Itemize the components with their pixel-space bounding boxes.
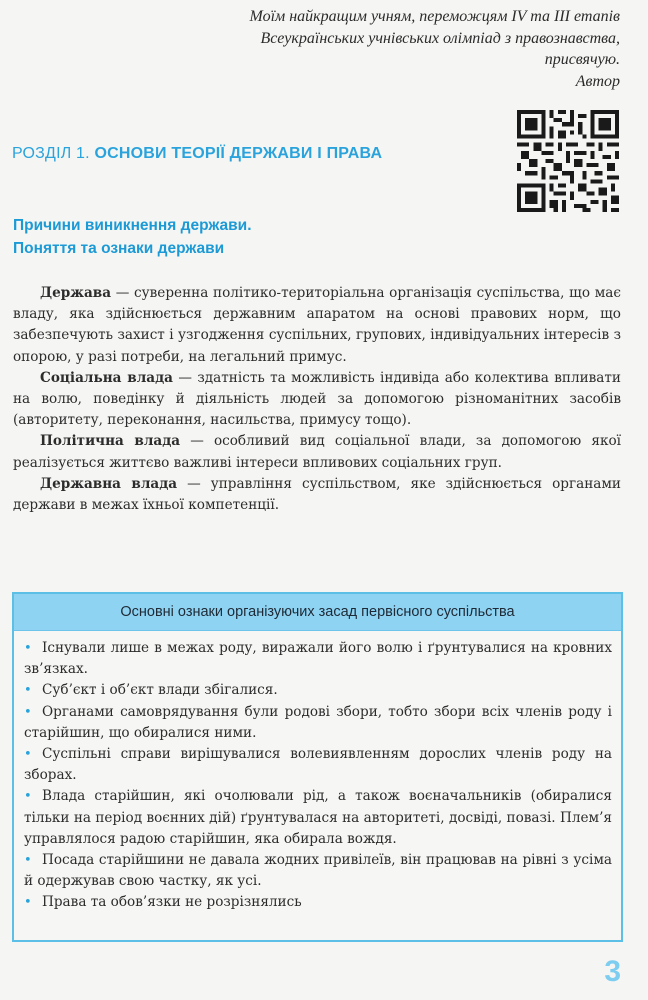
list-item-text: Існували лише в межах роду, виражали його волю і ґрунтувалися на кровних зв’язках. (24, 640, 612, 678)
bullet-icon: • (24, 747, 32, 763)
chapter-title: ОСНОВИ ТЕОРІЇ ДЕРЖАВИ І ПРАВА (94, 145, 383, 162)
chapter-label: РОЗДІЛ 1. (12, 145, 90, 162)
page-number: 3 (604, 955, 621, 988)
info-box-title: Основні ознаки організуючих засад первісного суспільства (14, 594, 621, 631)
definition-paragraph (13, 368, 621, 432)
dedication-line: присвячую. (544, 51, 620, 68)
dedication-line: Всеукраїнських учнівських олімпіад з правознавства, (260, 29, 620, 47)
info-box-list (14, 631, 621, 914)
list-item-text: Влада старійшин, які очолювали рід, а також воєначальників (обиралися тільки на період воєнних дій) ґрунтувалася на авторитеті, досвіді, повазі. Плем’я управлялося радою старійшин, яка обирала вождя. (24, 788, 612, 847)
bullet-icon: • (24, 853, 32, 869)
definition-paragraph (13, 474, 621, 516)
bullet-icon: • (24, 789, 32, 805)
definition-paragraph (13, 431, 621, 473)
list-item-text: Посада старійшини не давала жодних привілеїв, він працював на рівні з усіма й одержував свою частку, як усі. (24, 852, 612, 890)
list-item (24, 892, 612, 913)
dedication-author: Автор (575, 72, 620, 90)
definition-text: — особливий вид соціальної влади, за допомогою якої реалізується життєво важливі інтереси впливових соціальних груп. (13, 433, 621, 471)
definition-term: Соціальна влада (40, 369, 173, 386)
chapter-heading (12, 145, 382, 163)
list-item (24, 850, 612, 892)
bullet-icon: • (24, 641, 32, 656)
list-item-text: Суб’єкт і об’єкт влади збігалися. (42, 682, 278, 699)
topic-line: Причини виникнення держави. (13, 217, 252, 234)
list-item (24, 680, 612, 701)
definition-text: — суверенна політико-територіальна організація суспільства, що має владу, яка здійснюється державним апаратом на основі правових норм, що забезпечують захист і узгодження суспільних, групових, індивідуальних інтересів з опорою, у разі потреби, на легальний примус. (13, 285, 621, 365)
bullet-icon: • (24, 895, 32, 911)
list-item (24, 702, 612, 744)
bullet-icon: • (24, 704, 32, 720)
list-item (24, 744, 612, 786)
dedication-line: Моїм найкращим учням, переможцям IV та III етапів (249, 8, 620, 25)
dedication (249, 6, 620, 92)
list-item-text: Права та обов’язки не розрізнялись (42, 894, 302, 911)
definitions (13, 283, 621, 516)
list-item (24, 638, 612, 680)
qr-code-icon[interactable] (517, 110, 619, 212)
definition-term: Держава (40, 285, 112, 301)
bullet-icon: • (24, 683, 32, 699)
list-item (24, 786, 612, 850)
definition-text: — здатність та можливість індивіда або колектива впливати на волю, поведінку й діяльність людей за допомогою різноманітних засобів (авторитету, переконання, насильства, примусу тощо). (13, 369, 621, 429)
definition-text: — управління суспільством, яке здійснюється органами держави в межах їхньої компетенції. (13, 475, 621, 514)
definition-term: Державна влада (40, 475, 178, 492)
info-box (12, 592, 623, 942)
definition-term: Політична влада (40, 433, 181, 450)
topic-heading (13, 214, 252, 260)
list-item-text: Органами самоврядування були родові збори, тобто збори всіх членів роду і старійшин, що обиралися ними. (24, 703, 612, 741)
list-item-text: Суспільні справи вирішувалися волевиявленням дорослих членів роду на зборах. (24, 746, 612, 784)
definition-paragraph (13, 283, 621, 368)
topic-line: Поняття та ознаки держави (13, 240, 225, 257)
